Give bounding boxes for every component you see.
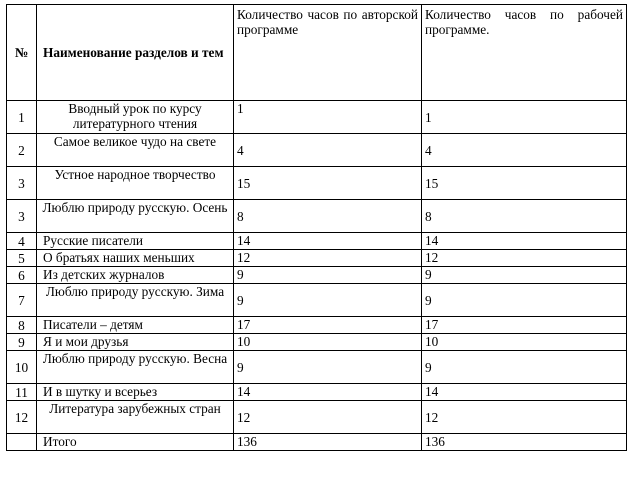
table-row-total	[7, 434, 627, 451]
row-title: Из детских журналов	[37, 267, 234, 284]
row-author-hours: 1	[234, 101, 422, 134]
row-title: Люблю природу русскую. Осень	[37, 200, 234, 233]
table-row	[7, 401, 627, 434]
header-number: №	[7, 5, 37, 101]
row-author-hours: 12	[234, 250, 422, 267]
table-row	[7, 200, 627, 233]
table-header-row	[7, 5, 627, 101]
table-row	[7, 101, 627, 134]
row-number: 6	[7, 267, 37, 284]
header-author-hours: Количество часов по авторской программе	[234, 5, 422, 101]
row-author-hours: 10	[234, 334, 422, 351]
table-row	[7, 351, 627, 384]
row-author-hours: 15	[234, 167, 422, 200]
row-title: Люблю природу русскую. Весна	[37, 351, 234, 384]
row-author-hours: 9	[234, 267, 422, 284]
table-row	[7, 384, 627, 401]
row-work-hours: 4	[422, 134, 627, 167]
row-number: 7	[7, 284, 37, 317]
header-work-hours: Количество часов по рабочей программе.	[422, 5, 627, 101]
row-title: И в шутку и всерьез	[37, 384, 234, 401]
row-author-hours: 14	[234, 384, 422, 401]
row-author-hours: 17	[234, 317, 422, 334]
table-row	[7, 134, 627, 167]
row-number	[7, 434, 37, 451]
row-number: 3	[7, 167, 37, 200]
row-number: 3	[7, 200, 37, 233]
row-work-hours: 17	[422, 317, 627, 334]
row-title: Писатели – детям	[37, 317, 234, 334]
row-work-hours: 8	[422, 200, 627, 233]
row-title: Литература зарубежных стран	[37, 401, 234, 434]
row-author-hours: 9	[234, 351, 422, 384]
row-number: 1	[7, 101, 37, 134]
table-row	[7, 167, 627, 200]
row-work-hours: 9	[422, 267, 627, 284]
row-title: О братьях наших меньших	[37, 250, 234, 267]
row-title: Русские писатели	[37, 233, 234, 250]
row-title: Самое великое чудо на свете	[37, 134, 234, 167]
row-number: 9	[7, 334, 37, 351]
row-number: 11	[7, 384, 37, 401]
row-work-hours: 10	[422, 334, 627, 351]
total-work-hours: 136	[422, 434, 627, 451]
curriculum-table	[6, 4, 627, 451]
row-title: Люблю природу русскую. Зима	[37, 284, 234, 317]
total-label: Итого	[37, 434, 234, 451]
row-title: Вводный урок по курсу литературного чтения	[37, 101, 234, 134]
table-row	[7, 317, 627, 334]
row-author-hours: 9	[234, 284, 422, 317]
total-author-hours: 136	[234, 434, 422, 451]
row-work-hours: 15	[422, 167, 627, 200]
row-number: 5	[7, 250, 37, 267]
row-author-hours: 14	[234, 233, 422, 250]
row-author-hours: 8	[234, 200, 422, 233]
row-work-hours: 12	[422, 401, 627, 434]
row-author-hours: 4	[234, 134, 422, 167]
row-number: 8	[7, 317, 37, 334]
row-work-hours: 14	[422, 233, 627, 250]
row-work-hours: 14	[422, 384, 627, 401]
row-number: 12	[7, 401, 37, 434]
row-number: 4	[7, 233, 37, 250]
table-row	[7, 233, 627, 250]
row-work-hours: 9	[422, 351, 627, 384]
table-row	[7, 267, 627, 284]
table-row	[7, 284, 627, 317]
table-row	[7, 334, 627, 351]
row-title: Я и мои друзья	[37, 334, 234, 351]
row-work-hours: 1	[422, 101, 627, 134]
row-author-hours: 12	[234, 401, 422, 434]
row-number: 10	[7, 351, 37, 384]
row-work-hours: 12	[422, 250, 627, 267]
table-row	[7, 250, 627, 267]
row-work-hours: 9	[422, 284, 627, 317]
row-number: 2	[7, 134, 37, 167]
header-section-name: Наименование разделов и тем	[37, 5, 234, 101]
row-title: Устное народное творчество	[37, 167, 234, 200]
